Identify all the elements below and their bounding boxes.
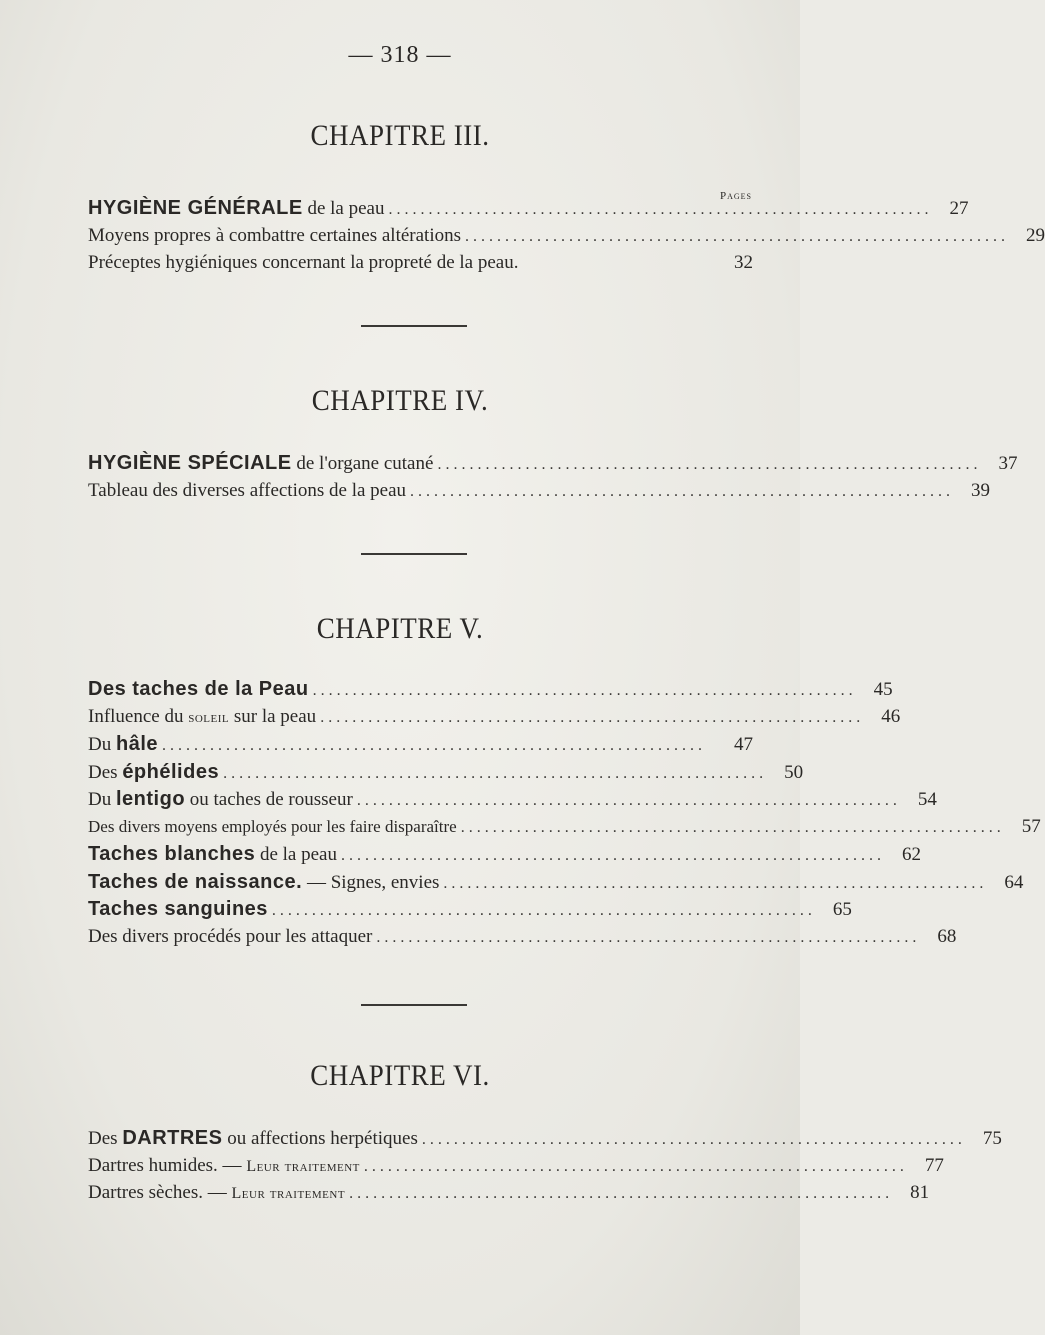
dot-leader: ....................................................................: [271, 902, 816, 919]
toc-section: [88, 197, 1045, 280]
toc-entry: Du lentigo ou taches de rousseur .................................................................... 54: [88, 788, 937, 810]
toc-entry: HYGIÈNE GÉNÉRALE de la peau .................................................................... 27: [88, 197, 969, 219]
toc-entry: Préceptes hygiéniques concernant la propreté de la peau. 32: [88, 252, 753, 273]
dot-leader: ....................................................................: [320, 708, 865, 726]
page-reference: 62: [901, 844, 921, 865]
chapter-heading: CHAPITRE III.: [310, 118, 490, 152]
dot-leader: ....................................................................: [162, 737, 707, 754]
chapter-heading: CHAPITRE IV.: [311, 383, 489, 417]
toc-entry: Des divers procédés pour les attaquer .................................................................... 68: [88, 925, 957, 947]
page-reference: 64: [1004, 871, 1024, 893]
page-reference: 32: [734, 252, 753, 273]
chapter-heading: CHAPITRE VI.: [310, 1058, 490, 1092]
dot-leader: ....................................................................: [410, 482, 955, 500]
dot-leader: ....................................................................: [388, 201, 933, 218]
dot-leader: ....................................................................: [363, 1157, 908, 1175]
page-reference: 57: [1021, 815, 1041, 837]
dot-leader: ....................................................................: [340, 847, 885, 864]
page-number: — 318 —: [348, 42, 452, 68]
page-reference: 65: [832, 899, 852, 920]
page-reference: 54: [917, 789, 937, 810]
dot-leader: ....................................................................: [312, 682, 857, 699]
dot-leader: ....................................................................: [376, 928, 921, 946]
page-reference: 45: [873, 679, 893, 700]
page-reference: 68: [937, 925, 957, 947]
section-divider: [361, 553, 467, 555]
toc-entry: Taches blanches de la peau .................................................................... 62: [88, 843, 921, 865]
dot-leader: ....................................................................: [421, 1131, 966, 1148]
page-reference: 46: [881, 705, 901, 727]
page-reference: 39: [971, 479, 991, 501]
toc-entry: Des divers moyens employés pour les faire disparaître .................................................................... 57: [88, 815, 1041, 837]
dot-leader: ....................................................................: [443, 874, 988, 892]
page-reference: 75: [982, 1128, 1002, 1149]
page-reference: 50: [784, 761, 804, 783]
toc-entry: Tableau des diverses affections de la peau .................................................................... 39: [88, 479, 991, 501]
dot-leader: ....................................................................: [437, 456, 982, 473]
toc-entry: Des taches de la Peau .................................................................... 45: [88, 678, 893, 700]
toc-section: [88, 678, 1041, 953]
toc-entry: Taches de naissance. — Signes, envies .................................................................... 64: [88, 870, 1024, 893]
toc-section: [88, 452, 1018, 507]
toc-entry: Taches sanguines .................................................................... 65: [88, 898, 852, 920]
page-reference: 27: [949, 198, 969, 219]
toc-entry: Dartres sèches. — Leur traitement .................................................................... 81: [88, 1182, 930, 1203]
page-reference: 81: [910, 1182, 930, 1203]
toc-section: [88, 1127, 1002, 1210]
toc-entry: Des DARTRES ou affections herpétiques .................................................................... 75: [88, 1127, 1002, 1149]
chapter-heading: CHAPITRE V.: [316, 611, 484, 645]
pages-column-label: Pages: [720, 190, 753, 202]
section-divider: [361, 325, 467, 327]
page-reference: 77: [924, 1154, 944, 1176]
toc-entry: Moyens propres à combattre certaines altérations .................................................................... 29: [88, 224, 1045, 246]
toc-entry: Du hâle .................................................................... 47: [88, 733, 753, 755]
page-reference: 29: [1026, 224, 1045, 246]
toc-entry: Dartres humides. — Leur traitement .................................................................... 77: [88, 1154, 944, 1176]
dot-leader: ....................................................................: [460, 818, 1005, 836]
page-reference: 37: [998, 453, 1018, 474]
toc-entry: Influence du soleil sur la peau .................................................................... 46: [88, 705, 901, 727]
dot-leader: ....................................................................: [349, 1185, 894, 1202]
dot-leader: ....................................................................: [356, 792, 901, 809]
toc-entry: Des éphélides .................................................................... 50: [88, 760, 804, 783]
page-reference: 47: [734, 734, 753, 755]
section-divider: [361, 1004, 467, 1006]
dot-leader: ....................................................................: [223, 764, 768, 782]
dot-leader: ....................................................................: [465, 227, 1009, 245]
toc-entry: HYGIÈNE SPÉCIALE de l'organe cutané .................................................................... 37: [88, 452, 1018, 474]
